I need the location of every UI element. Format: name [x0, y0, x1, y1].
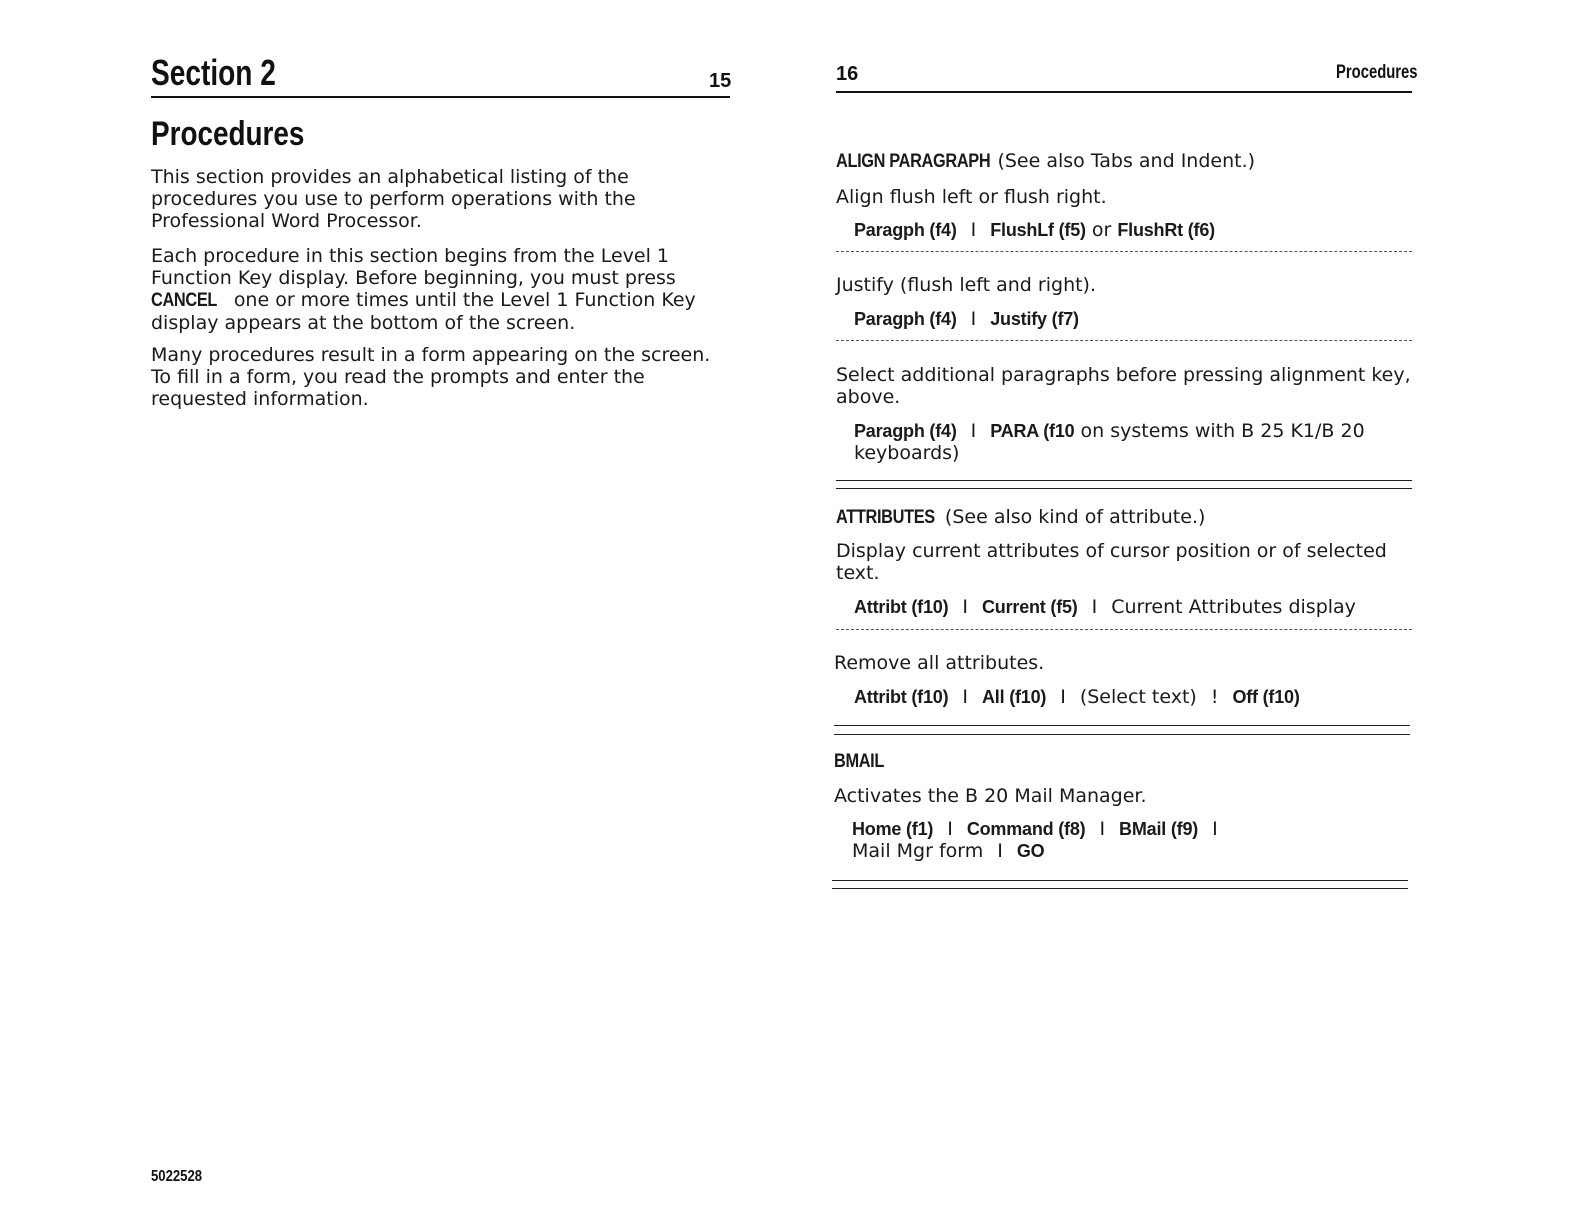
key-justify: Justify (f7) — [990, 309, 1079, 329]
align-desc-1: Align flush left or flush right. — [836, 186, 1107, 208]
cancel-key: CANCEL — [151, 290, 218, 311]
text-line: requested information. — [151, 388, 369, 410]
text-line: Display current attributes of cursor position or of selected — [836, 540, 1387, 562]
align-keys-3: Paragph (f4) I PARA (f10 on systems with B 25 K1/B 20 keyboards) — [854, 420, 1365, 464]
dashed-divider — [836, 340, 1412, 341]
bmail-keys: Home (f1) I Command (f8) I BMail (f9) I Mail Mgr form I GO — [852, 818, 1218, 862]
text-line: To fill in a form, you read the prompts and enter the — [151, 366, 645, 388]
text-line: above. — [836, 386, 901, 408]
key-attribt: Attribt (f10) — [854, 597, 949, 617]
left-header-rule — [151, 96, 730, 98]
section-label: Section 2 — [151, 52, 276, 93]
text-line: Professional Word Processor. — [151, 210, 422, 232]
key-command: Command (f8) — [966, 819, 1086, 839]
attributes-desc-1 — [836, 540, 1387, 584]
level1-paragraph — [151, 245, 696, 334]
text-line: text. — [836, 562, 880, 584]
bmail-heading — [834, 750, 892, 773]
section-double-rule-top — [832, 880, 1408, 881]
key-home: Home (f1) — [852, 819, 934, 839]
section-double-rule-bottom — [834, 734, 1410, 735]
align-keys-1: Paragph (f4) I FlushLf (f5) or FlushRt (f6) — [854, 219, 1215, 241]
section-double-rule-top — [834, 725, 1410, 726]
forms-paragraph — [151, 344, 710, 410]
attributes-desc-2: Remove all attributes. — [834, 652, 1045, 674]
key-para: PARA (f10 — [990, 421, 1075, 441]
key-flushrt: FlushRt (f6) — [1117, 220, 1215, 240]
key-paragph: Paragph (f4) — [854, 220, 957, 240]
text-line: procedures you use to perform operations with the — [151, 188, 636, 210]
align-keys-2: Paragph (f4) I Justify (f7) — [854, 308, 1079, 330]
key-current: Current (f5) — [982, 597, 1078, 617]
align-desc-3 — [836, 364, 1411, 408]
attributes-heading: ATTRIBUTES (See also kind of attribute.) — [836, 506, 1206, 528]
text-line: Each procedure in this section begins from the Level 1 — [151, 245, 669, 267]
text-line: This section provides an alphabetical listing of the — [151, 166, 629, 188]
dashed-divider — [836, 251, 1412, 252]
align-paragraph-heading: ALIGN PARAGRAPH (See also Tabs and Indent.) — [836, 150, 1256, 172]
page-number-right: 16 — [836, 63, 859, 85]
text-line: display appears at the bottom of the screen. — [151, 312, 576, 334]
section-double-rule-bottom — [832, 888, 1408, 889]
heading-text: ALIGN PARAGRAPH — [836, 151, 991, 172]
key-flushlf: FlushLf (f5) — [990, 220, 1086, 240]
heading-text: ATTRIBUTES — [836, 507, 935, 528]
attributes-keys-1: Attribt (f10) I Current (f5) I Current Attributes display — [854, 596, 1356, 618]
key-off: Off (f10) — [1232, 687, 1300, 707]
section-double-rule-bottom — [836, 488, 1412, 489]
section-double-rule-top — [836, 480, 1412, 481]
key-attribt: Attribt (f10) — [854, 687, 949, 707]
right-header-rule — [836, 91, 1412, 93]
page-title: Procedures — [151, 115, 305, 153]
key-all: All (f10) — [982, 687, 1047, 707]
text-line: Select additional paragraphs before pressing alignment key, — [836, 364, 1411, 386]
heading-text: BMAIL — [834, 751, 885, 772]
text-line: Many procedures result in a form appearing on the screen. — [151, 344, 711, 366]
text-line: CANCEL one or more times until the Level 1 Function Key — [151, 289, 696, 311]
text-line: Function Key display. Before beginning, you must press — [151, 267, 676, 289]
key-bmail: BMail (f9) — [1119, 819, 1199, 839]
key-paragph: Paragph (f4) — [854, 309, 957, 329]
dashed-divider — [836, 629, 1412, 630]
key-paragph: Paragph (f4) — [854, 421, 957, 441]
attributes-keys-2: Attribt (f10) I All (f10) I (Select text) ! Off (f10) — [854, 686, 1300, 708]
key-go: GO — [1016, 841, 1045, 861]
running-head: Procedures — [1336, 62, 1418, 83]
bmail-desc: Activates the B 20 Mail Manager. — [834, 785, 1147, 807]
intro-paragraph — [151, 166, 636, 232]
align-desc-2: Justify (flush left and right). — [836, 274, 1097, 296]
page-number-left: 15 — [709, 70, 732, 92]
document-number: 5022528 — [151, 1168, 203, 1185]
